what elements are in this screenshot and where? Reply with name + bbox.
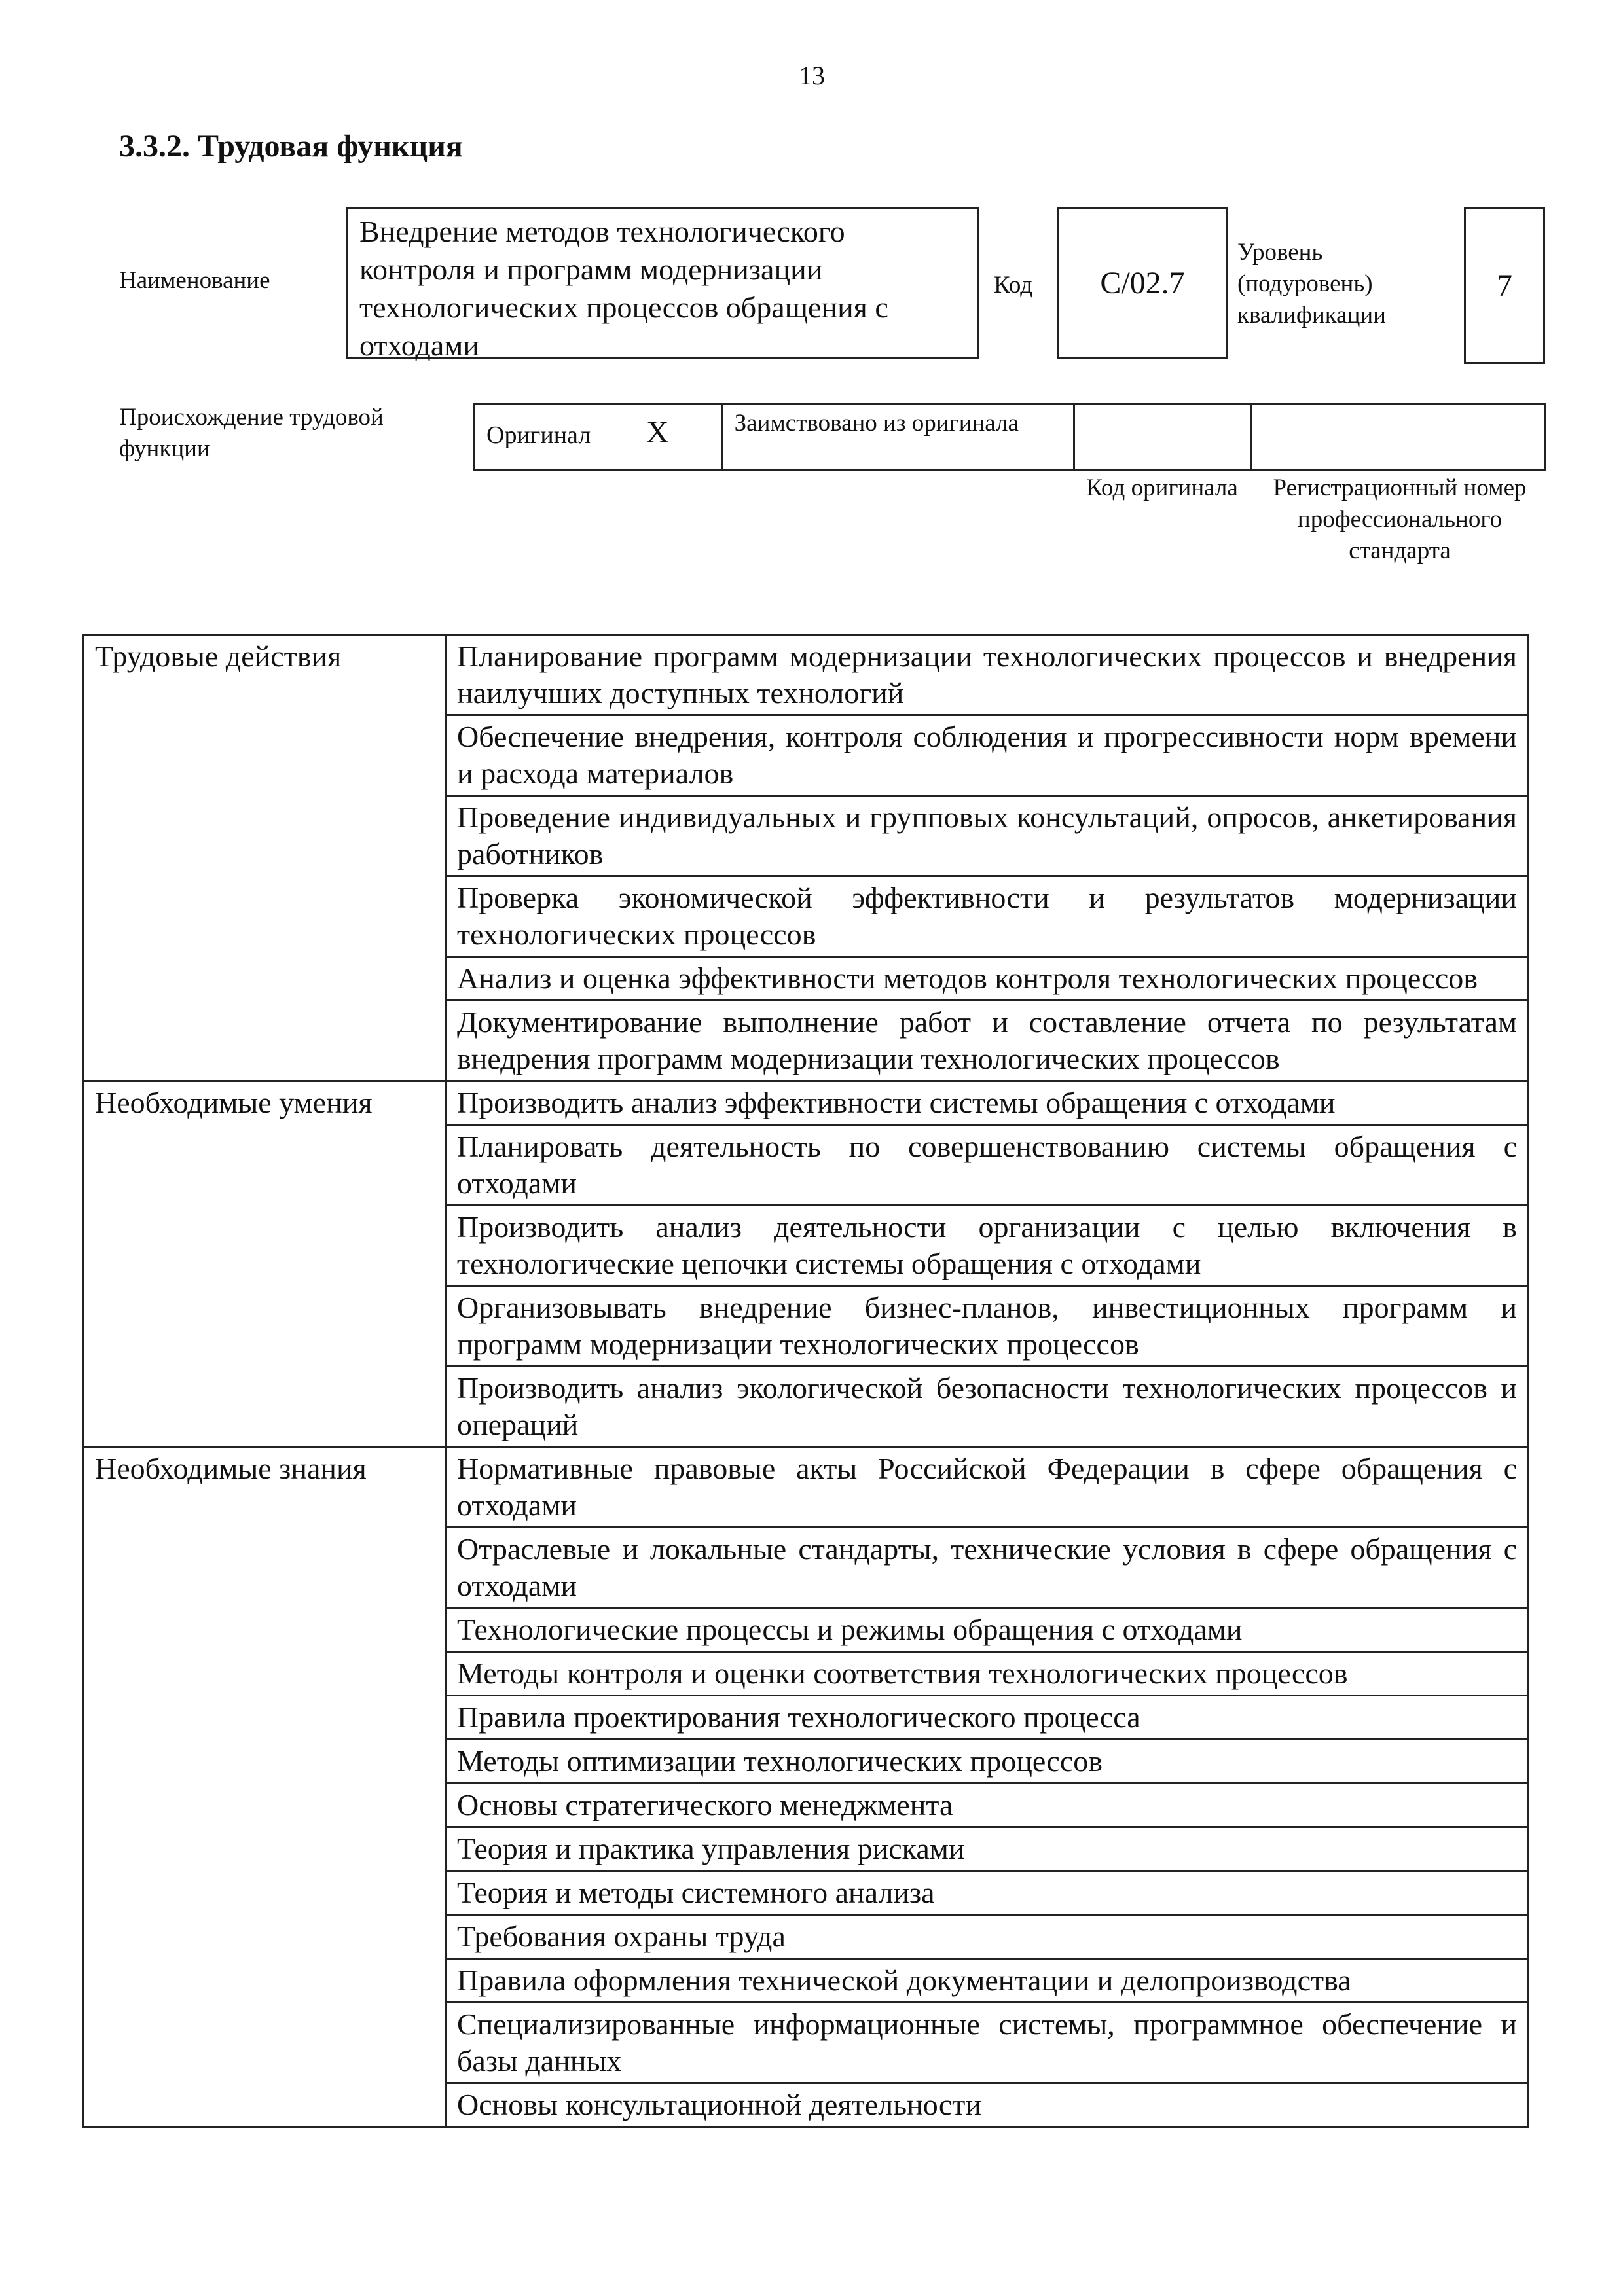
list-item: Производить анализ эффективности системы обращения с отходами	[446, 1081, 1529, 1125]
original-label: Оригинал	[486, 422, 591, 449]
list-item: Анализ и оценка эффективности методов контроля технологических процессов	[446, 957, 1529, 1001]
table-row	[84, 1447, 1529, 1528]
section-title: 3.3.2. Трудовая функция	[119, 129, 463, 164]
list-item: Проведение индивидуальных и групповых консультаций, опросов, анкетирования работников	[446, 796, 1529, 876]
origin-label: Происхождение трудовой функции	[119, 404, 384, 462]
list-item: Документирование выполнение работ и составление отчета по результатам внедрения программ модернизации технологических процессов	[446, 1001, 1529, 1081]
origin-original-cell	[475, 405, 723, 469]
name-label: Наименование	[119, 267, 270, 294]
list-item: Требования охраны труда	[446, 1915, 1529, 1959]
list-item: Производить анализ деятельности организации с целью включения в технологические цепочки системы обращения с отходами	[446, 1206, 1529, 1286]
list-item: Специализированные информационные системы, программное обеспечение и базы данных	[446, 2003, 1529, 2083]
function-details-table	[82, 634, 1529, 2128]
level-box	[1464, 207, 1545, 364]
borrowed-label: Заимствовано из оригинала	[734, 410, 1019, 437]
code-value: C/02.7	[1100, 265, 1185, 300]
list-item: Организовывать внедрение бизнес-планов, инвестиционных программ и программ модернизации технологических процессов	[446, 1286, 1529, 1367]
section-label: Необходимые умения	[84, 1081, 446, 1447]
level-label: Уровень (подуровень) квалификации	[1237, 239, 1386, 329]
list-item: Правила оформления технической документации и делопроизводства	[446, 1959, 1529, 2003]
origin-borrowed-cell	[723, 405, 1075, 469]
list-item: Основы консультационной деятельности	[446, 2083, 1529, 2127]
list-item: Теория и практика управления рисками	[446, 1827, 1529, 1871]
list-item: Планировать деятельность по совершенствованию системы обращения с отходами	[446, 1125, 1529, 1206]
table-row	[84, 635, 1529, 715]
list-item: Технологические процессы и режимы обращения с отходами	[446, 1608, 1529, 1652]
list-item: Методы оптимизации технологических процессов	[446, 1740, 1529, 1784]
list-item: Теория и методы системного анализа	[446, 1871, 1529, 1915]
page-number: 13	[799, 61, 825, 90]
reg-number-caption: Регистрационный номер профессионального стандарта	[1273, 475, 1527, 564]
list-item: Методы контроля и оценки соответствия технологических процессов	[446, 1652, 1529, 1696]
list-item: Производить анализ экологической безопасности технологических процессов и операций	[446, 1367, 1529, 1447]
original-mark: X	[646, 415, 669, 450]
section-label: Трудовые действия	[84, 635, 446, 1081]
list-item: Основы стратегического менеджмента	[446, 1784, 1529, 1827]
code-box	[1057, 207, 1228, 359]
list-item: Проверка экономической эффективности и результатов модернизации технологических процессов	[446, 876, 1529, 957]
table-row	[84, 1081, 1529, 1125]
code-original-caption: Код оригинала	[1086, 475, 1238, 501]
function-name-value: Внедрение методов технологического контроля и программ модернизации технологических процессов обращения с отходами	[359, 215, 888, 362]
origin-table	[473, 403, 1546, 471]
section-label: Необходимые знания	[84, 1447, 446, 2127]
code-label: Код	[994, 272, 1033, 298]
list-item: Обеспечение внедрения, контроля соблюдения и прогрессивности норм времени и расхода материалов	[446, 715, 1529, 796]
level-value: 7	[1497, 268, 1512, 303]
list-item: Нормативные правовые акты Российской Федерации в сфере обращения с отходами	[446, 1447, 1529, 1528]
origin-code-cell	[1075, 405, 1252, 469]
function-name-box	[346, 207, 979, 362]
list-item: Планирование программ модернизации технологических процессов и внедрения наилучших доступных технологий	[446, 635, 1529, 715]
list-item: Правила проектирования технологического процесса	[446, 1696, 1529, 1740]
origin-reg-cell	[1252, 405, 1544, 469]
list-item: Отраслевые и локальные стандарты, технические условия в сфере обращения с отходами	[446, 1528, 1529, 1608]
